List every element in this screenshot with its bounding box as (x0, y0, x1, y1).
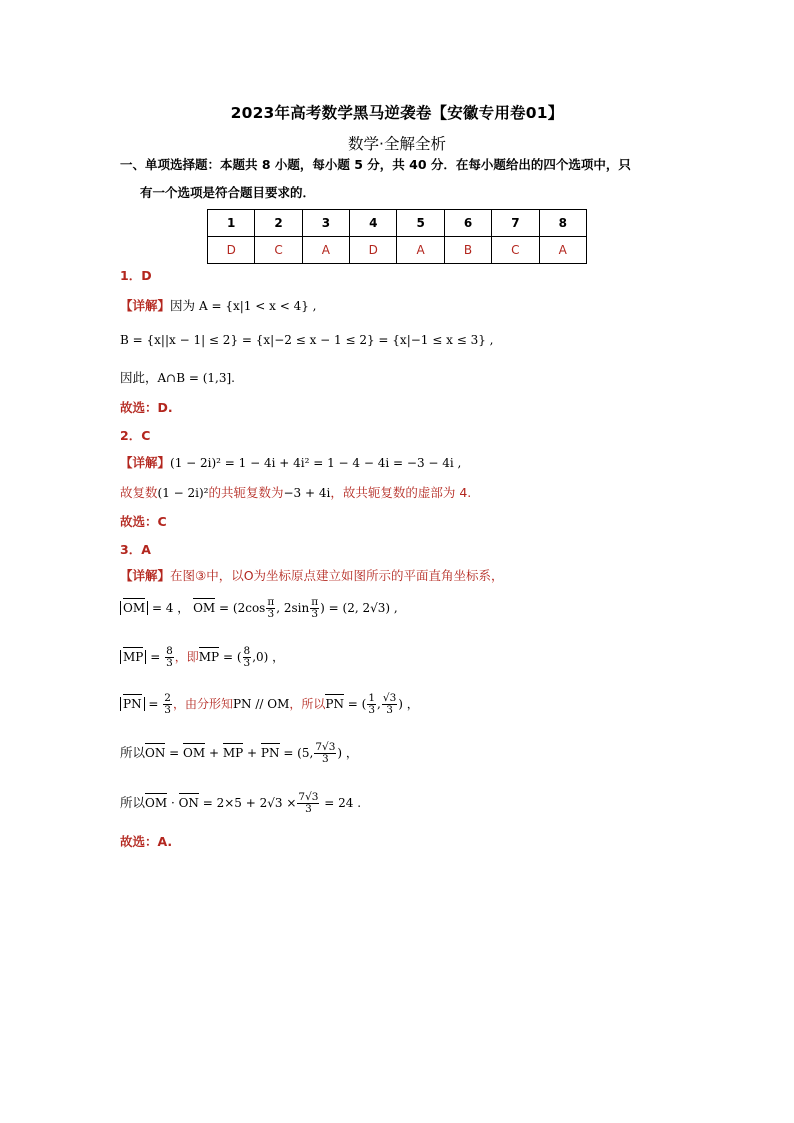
q1-conclusion: 故选：D. (120, 400, 173, 415)
pn-tail: ) ， (398, 697, 419, 711)
om-expr-b: , 2sin (276, 601, 310, 615)
on-eq: = (5, (279, 746, 314, 760)
section-heading-line1: 一、单项选择题：本题共 8 小题，每小题 5 分，共 40 分．在每小题给出的四个选项中，只 (120, 157, 631, 172)
q2-line2-a: 故复数 (120, 485, 158, 500)
q1-line3 (120, 368, 235, 386)
on-tail: ) ， (337, 746, 358, 760)
om-vector: OM (183, 746, 206, 760)
q1-line1-math: A = {x|1 < x < 4} , (199, 299, 317, 313)
q1-line3-text: 因此， (120, 370, 158, 385)
fraction-1-3: $\frac{1}{3}$ (368, 692, 376, 716)
fraction-7sqrt3-3: $\frac{7√3}{3}$ (298, 791, 319, 815)
question-number: 6 (444, 210, 491, 237)
question-number: 4 (350, 210, 397, 237)
om-vector: OM (145, 796, 168, 810)
q2-line2-math1: (1 − 2i)² (157, 486, 209, 500)
fraction-pi-3: $\frac{\pi}{3}$ (311, 596, 319, 620)
q3-conclusion: 故选：A. (120, 834, 173, 849)
detail-label: 【详解】 (120, 455, 171, 470)
q3-on-line: 所以ON = OM + MP + PN = (5, $\frac{7√3}{3}$ ) ， (120, 741, 358, 765)
q3-pn-line: PN = $\frac{2}{3}$ ，由分形知PN // OM，所以PN = ( $\frac{1}{3}$ , $\frac{√3}{3}$ ) ， (120, 693, 419, 716)
fraction-8-3: $\frac{8}{3}$ (166, 645, 173, 669)
q1-heading: 1．D (120, 268, 152, 283)
pn-vector-label: PN (123, 697, 142, 711)
pn-mid2: ，所以 (289, 697, 326, 711)
dot-tail: = 24 . (320, 796, 362, 810)
fraction-pi-3: $\frac{\pi}{3}$ (267, 596, 275, 620)
answer-cell: B (444, 237, 491, 264)
q1-line2-math: B = {x||x − 1| ≤ 2} = {x|−2 ≤ x − 1 ≤ 2} = {x|−1 ≤ x ≤ 3} , (120, 333, 494, 347)
q2-line1 (120, 453, 461, 471)
pn-parallel: PN // OM (232, 697, 290, 711)
question-number: 5 (397, 210, 444, 237)
q2-line2-b: 的共轭复数为 (208, 485, 284, 500)
mp-vector: MP (222, 746, 244, 760)
answer-cell: D (350, 237, 397, 264)
mp-tail: ,0) ， (252, 650, 285, 664)
mp-vector-label: MP (123, 650, 144, 664)
q3-om-line (120, 597, 398, 620)
q2-line1-math: (1 − 2i)² = 1 − 4i + 4i² = 1 − 4 − 4i = −3 − 4i , (170, 456, 462, 470)
q2-line2 (120, 483, 471, 501)
section-heading-line2: 有一个选项是符合题目要求的． (140, 185, 316, 200)
q3-dot-line: 所以OM · ON = 2×5 + 2√3 × $\frac{7√3}{3}$ = 24 . (120, 791, 362, 815)
on-prefix: 所以 (120, 745, 146, 760)
dot-expr: = 2×5 + 2√3 × (198, 796, 297, 810)
q3-line1 (120, 566, 504, 584)
q2-line2-c: ，故共轭复数的虚部为 4. (330, 485, 472, 500)
mp-vector: MP (198, 650, 220, 664)
question-number: 1 (208, 210, 255, 237)
page-subtitle: 数学·全解全析 (348, 135, 446, 153)
answer-cell: A (302, 237, 349, 264)
detail-label: 【详解】 (120, 298, 171, 313)
fraction-7sqrt3-3: $\frac{7√3}{3}$ (315, 741, 336, 765)
q3-heading: 3．A (120, 542, 151, 557)
q2-line2-math2: −3 + 4i (283, 486, 331, 500)
pn-mid: ，由分形知 (172, 697, 233, 711)
question-number: 3 (302, 210, 349, 237)
q3-mp-line: MP = $\frac{8}{3}$ ，即MP = ( $\frac{8}{3}$ ,0) ， (120, 646, 284, 669)
answer-table (207, 209, 587, 264)
answer-cell: C (492, 237, 539, 264)
on-vector: ON (178, 796, 199, 810)
pn-vector: PN (325, 697, 344, 711)
on-vector: ON (145, 746, 166, 760)
detail-label: 【详解】 (120, 568, 171, 583)
answer-cell: D (208, 237, 255, 264)
answer-cell: C (255, 237, 302, 264)
question-number: 7 (492, 210, 539, 237)
q3-line1-text: 在图③中，以O为坐标原点建立如图所示的平面直角坐标系， (170, 568, 504, 583)
q1-line3-math: A∩B = (1,3]. (157, 371, 235, 385)
answer-table-numbers-row (208, 210, 587, 237)
pn-vector: PN (260, 746, 280, 760)
mp-mid: ，即 (174, 650, 199, 664)
dot-prefix: 所以 (120, 795, 146, 810)
om-expr-a: = (2cos (215, 601, 266, 615)
q2-heading: 2．C (120, 428, 151, 443)
q1-line1-text: 因为 (170, 298, 196, 313)
fraction-2-3: $\frac{2}{3}$ (164, 692, 171, 716)
q2-conclusion: 故选：C (120, 514, 167, 529)
om-vector: OM (193, 601, 216, 615)
fraction-sqrt3-3: $\frac{√3}{3}$ (382, 692, 397, 716)
question-number: 2 (255, 210, 302, 237)
answer-cell: A (539, 237, 586, 264)
fraction-8-3: $\frac{8}{3}$ (243, 645, 251, 669)
question-number: 8 (539, 210, 586, 237)
om-magnitude: = 4 ， (148, 601, 190, 615)
q1-line1 (120, 296, 316, 314)
om-expr-c: ) = (2, 2√3) , (320, 601, 398, 615)
om-vector-label: OM (123, 601, 146, 615)
page-title: 2023年高考数学黑马逆袭卷【安徽专用卷01】 (230, 104, 564, 122)
answer-cell: A (397, 237, 444, 264)
answer-table-answers-row (208, 237, 587, 264)
